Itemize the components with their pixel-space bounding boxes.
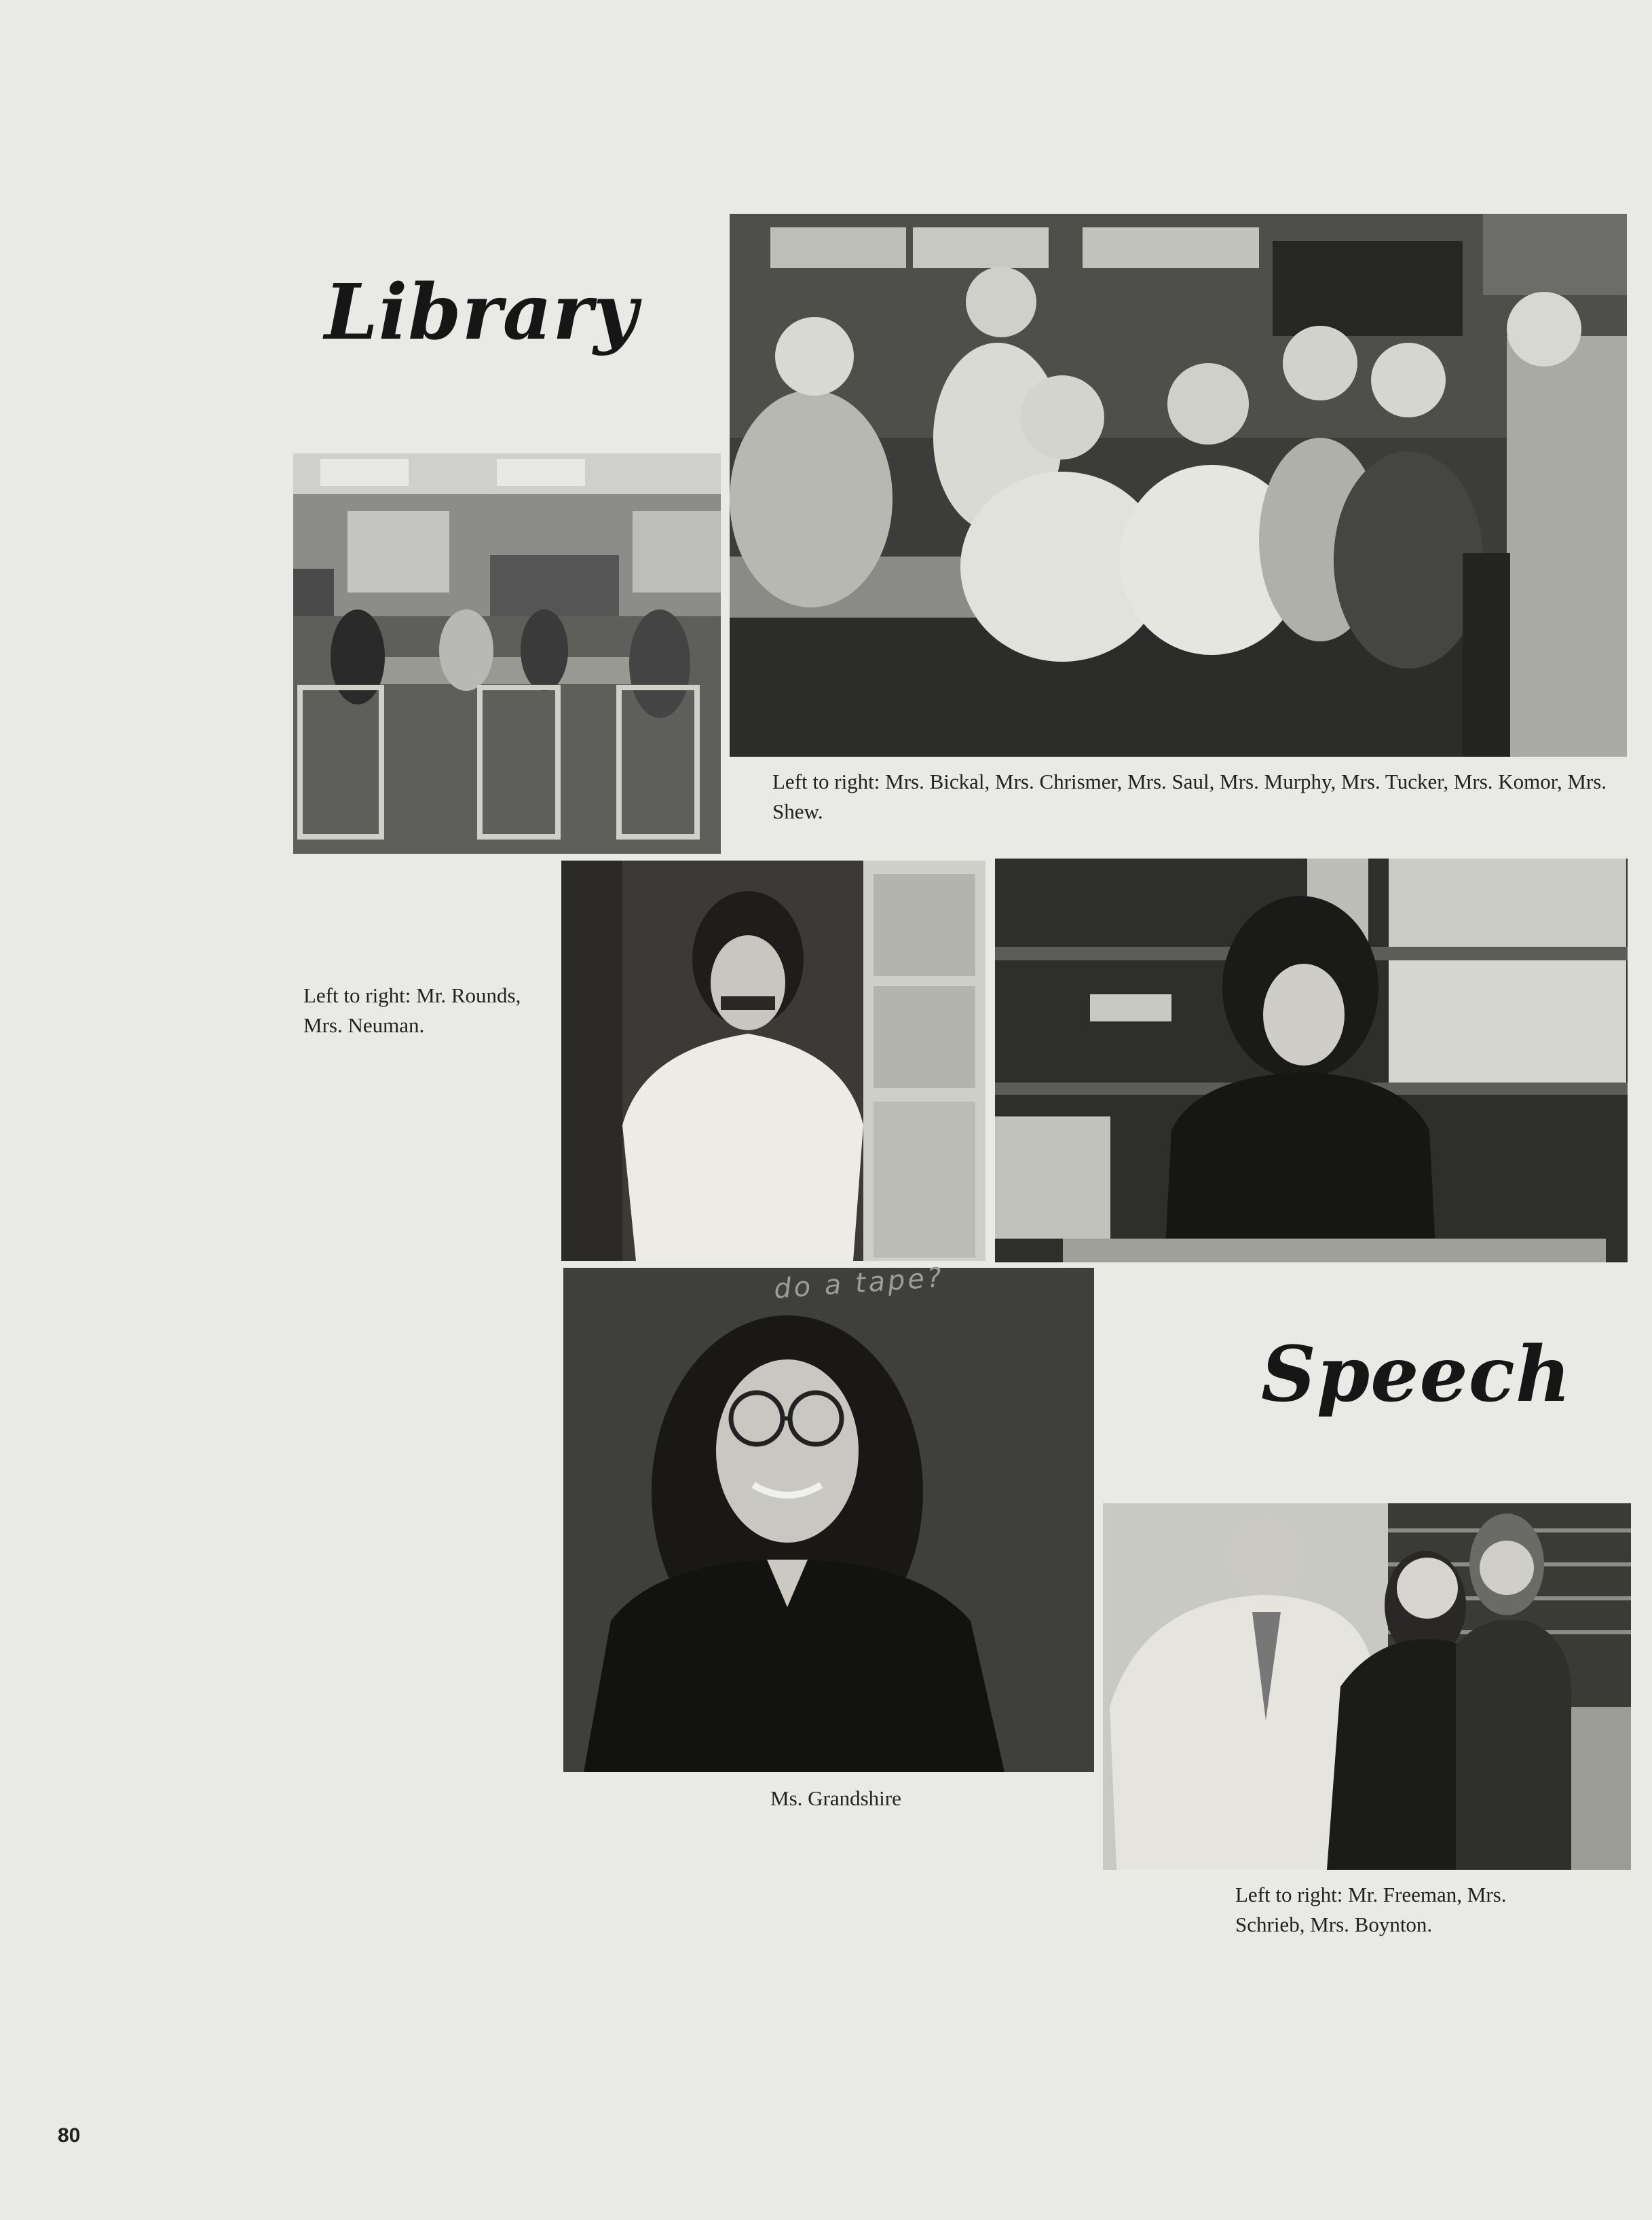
- library-staff-photo: [730, 214, 1627, 757]
- library-heading: Library: [324, 268, 639, 357]
- library-reading-room-photo: [293, 453, 721, 854]
- library-aides-caption: Left to right: Mr. Rounds, Mrs. Neuman.: [303, 983, 521, 1037]
- grandshire-caption: Ms. Grandshire: [770, 1786, 901, 1810]
- mrs-neuman-photo: [995, 859, 1628, 1262]
- page-number: 80: [58, 2124, 81, 2147]
- speech-staff-caption: Left to right: Mr. Freeman, Mrs. Schrieb, Mrs. Boynton.: [1235, 1883, 1507, 1936]
- chalkboard-text: do a tape?: [772, 1262, 945, 1305]
- mr-rounds-photo: [561, 861, 985, 1261]
- speech-heading: Speech: [1261, 1330, 1572, 1419]
- speech-staff-photo: [1103, 1503, 1631, 1870]
- ms-grandshire-photo: [563, 1268, 1094, 1772]
- library-staff-caption: Left to right: Mrs. Bickal, Mrs. Chrismer, Mrs. Saul, Mrs. Murphy, Mrs. Tucker, Mrs. Komor, Mrs. Shew.: [772, 770, 1607, 823]
